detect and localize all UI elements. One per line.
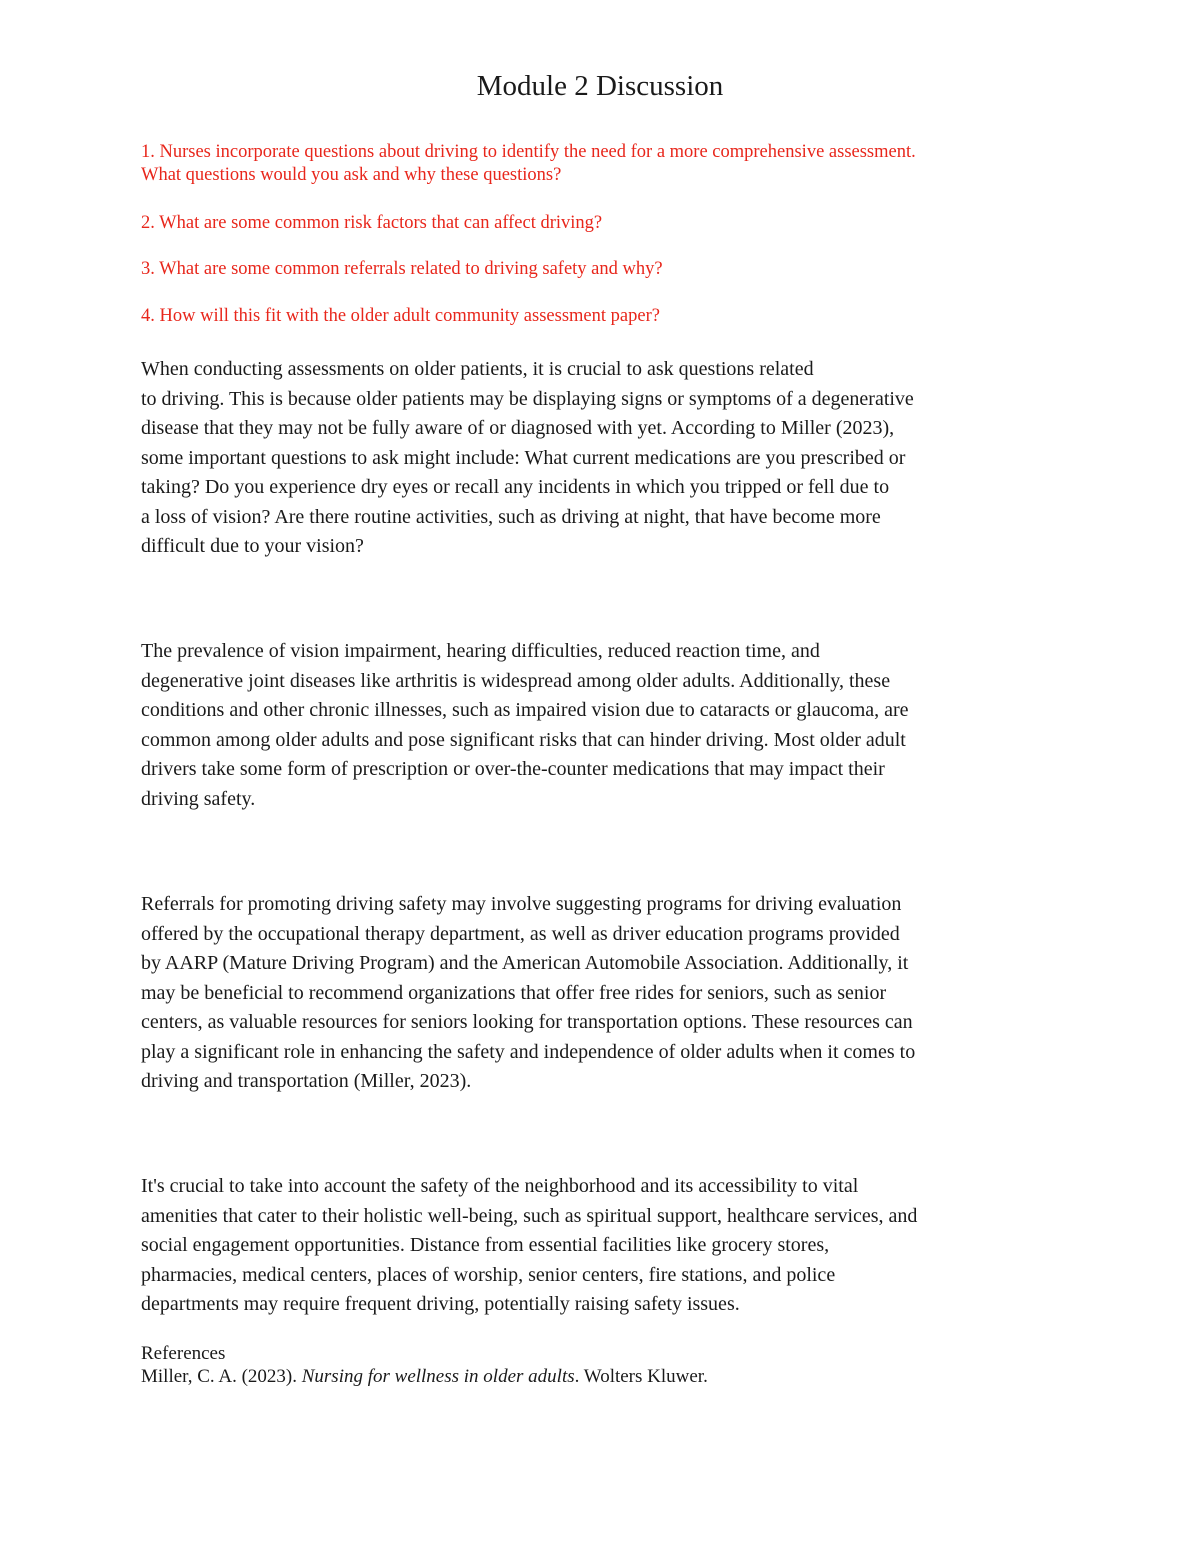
question-2 <box>141 212 1071 235</box>
reference-book-title: Nursing for wellness in older adults <box>301 1366 575 1387</box>
references-heading: References <box>141 1343 226 1364</box>
paragraph-line: social engagement opportunities. Distance from essential facilities like grocery stores, <box>141 1234 830 1256</box>
paragraph-line: drivers take some form of prescription or over-the-counter medications that may impact their <box>141 758 885 780</box>
question-number: 2. <box>141 213 155 233</box>
question-text: What are some common risk factors that can affect driving? <box>159 213 603 233</box>
reference-publisher: . Wolters Kluwer. <box>574 1366 708 1387</box>
paragraph-line: When conducting assessments on older patients, it is crucial to ask questions related <box>141 358 814 380</box>
paragraph-line: disease that they may not be fully aware of or diagnosed with yet. According to Miller (2023), <box>141 417 895 439</box>
paragraph-line: conditions and other chronic illnesses, such as impaired vision due to cataracts or glaucoma, are <box>141 699 909 721</box>
paragraph-line: taking? Do you experience dry eyes or recall any incidents in which you tripped or fell due to <box>141 476 890 498</box>
paragraph-line: driving and transportation (Miller, 2023). <box>141 1070 472 1092</box>
paragraph-line: departments may require frequent driving, potentially raising safety issues. <box>141 1293 740 1315</box>
paragraph-line: driving safety. <box>141 787 256 810</box>
question-text: How will this fit with the older adult community assessment paper? <box>159 306 660 326</box>
paragraph-line: It's crucial to take into account the safety of the neighborhood and its accessibility to vital <box>141 1175 859 1197</box>
reference-entry <box>141 1365 1071 1388</box>
paragraph-line: The prevalence of vision impairment, hearing difficulties, reduced reaction time, and <box>141 640 820 662</box>
body-paragraph-3 <box>141 890 1071 1097</box>
paragraph-line: to driving. This is because older patients may be displaying signs or symptoms of a degenerative <box>141 387 914 410</box>
question-number: 4. <box>141 306 155 326</box>
paragraph-line: pharmacies, medical centers, places of worship, senior centers, fire stations, and police <box>141 1263 836 1286</box>
question-number: 3. <box>141 259 155 279</box>
references-section <box>141 1342 1071 1388</box>
body-paragraph-2 <box>141 637 1071 814</box>
body-paragraph-1 <box>141 355 1071 562</box>
page-title: Module 2 Discussion <box>476 70 724 102</box>
paragraph-line: play a significant role in enhancing the safety and independence of older adults when it comes to <box>141 1040 916 1063</box>
reference-authors: Miller, C. A. (2023). <box>141 1366 302 1387</box>
question-3 <box>141 258 1071 281</box>
question-number: 1. <box>141 142 155 162</box>
paragraph-line: amenities that cater to their holistic well-being, such as spiritual support, healthcare services, and <box>141 1204 918 1227</box>
question-4 <box>141 305 1071 328</box>
paragraph-line: some important questions to ask might include: What current medications are you prescribed or <box>141 446 906 469</box>
paragraph-line: common among older adults and pose significant risks that can hinder driving. Most older adult <box>141 728 906 751</box>
question-text: What questions would you ask and why these questions? <box>141 165 562 185</box>
paragraph-line: difficult due to your vision? <box>141 535 364 557</box>
paragraph-line: centers, as valuable resources for seniors looking for transportation options. These resources can <box>141 1011 913 1033</box>
question-text: Nurses incorporate questions about driving to identify the need for a more comprehensive assessment. <box>159 142 916 162</box>
paragraph-line: a loss of vision? Are there routine activities, such as driving at night, that have become more <box>141 505 881 528</box>
question-text: What are some common referrals related to driving safety and why? <box>159 259 663 279</box>
paragraph-line: degenerative joint diseases like arthritis is widespread among older adults. Additionally, these <box>141 669 891 692</box>
paragraph-line: Referrals for promoting driving safety may involve suggesting programs for driving evaluation <box>141 893 902 915</box>
paragraph-line: may be beneficial to recommend organizations that offer free rides for seniors, such as senior <box>141 981 887 1004</box>
question-1 <box>141 141 1071 187</box>
paragraph-line: by AARP (Mature Driving Program) and the American Automobile Association. Additionally, it <box>141 952 909 974</box>
body-paragraph-4 <box>141 1172 1071 1320</box>
paragraph-line: offered by the occupational therapy department, as well as driver education programs provided <box>141 922 900 945</box>
